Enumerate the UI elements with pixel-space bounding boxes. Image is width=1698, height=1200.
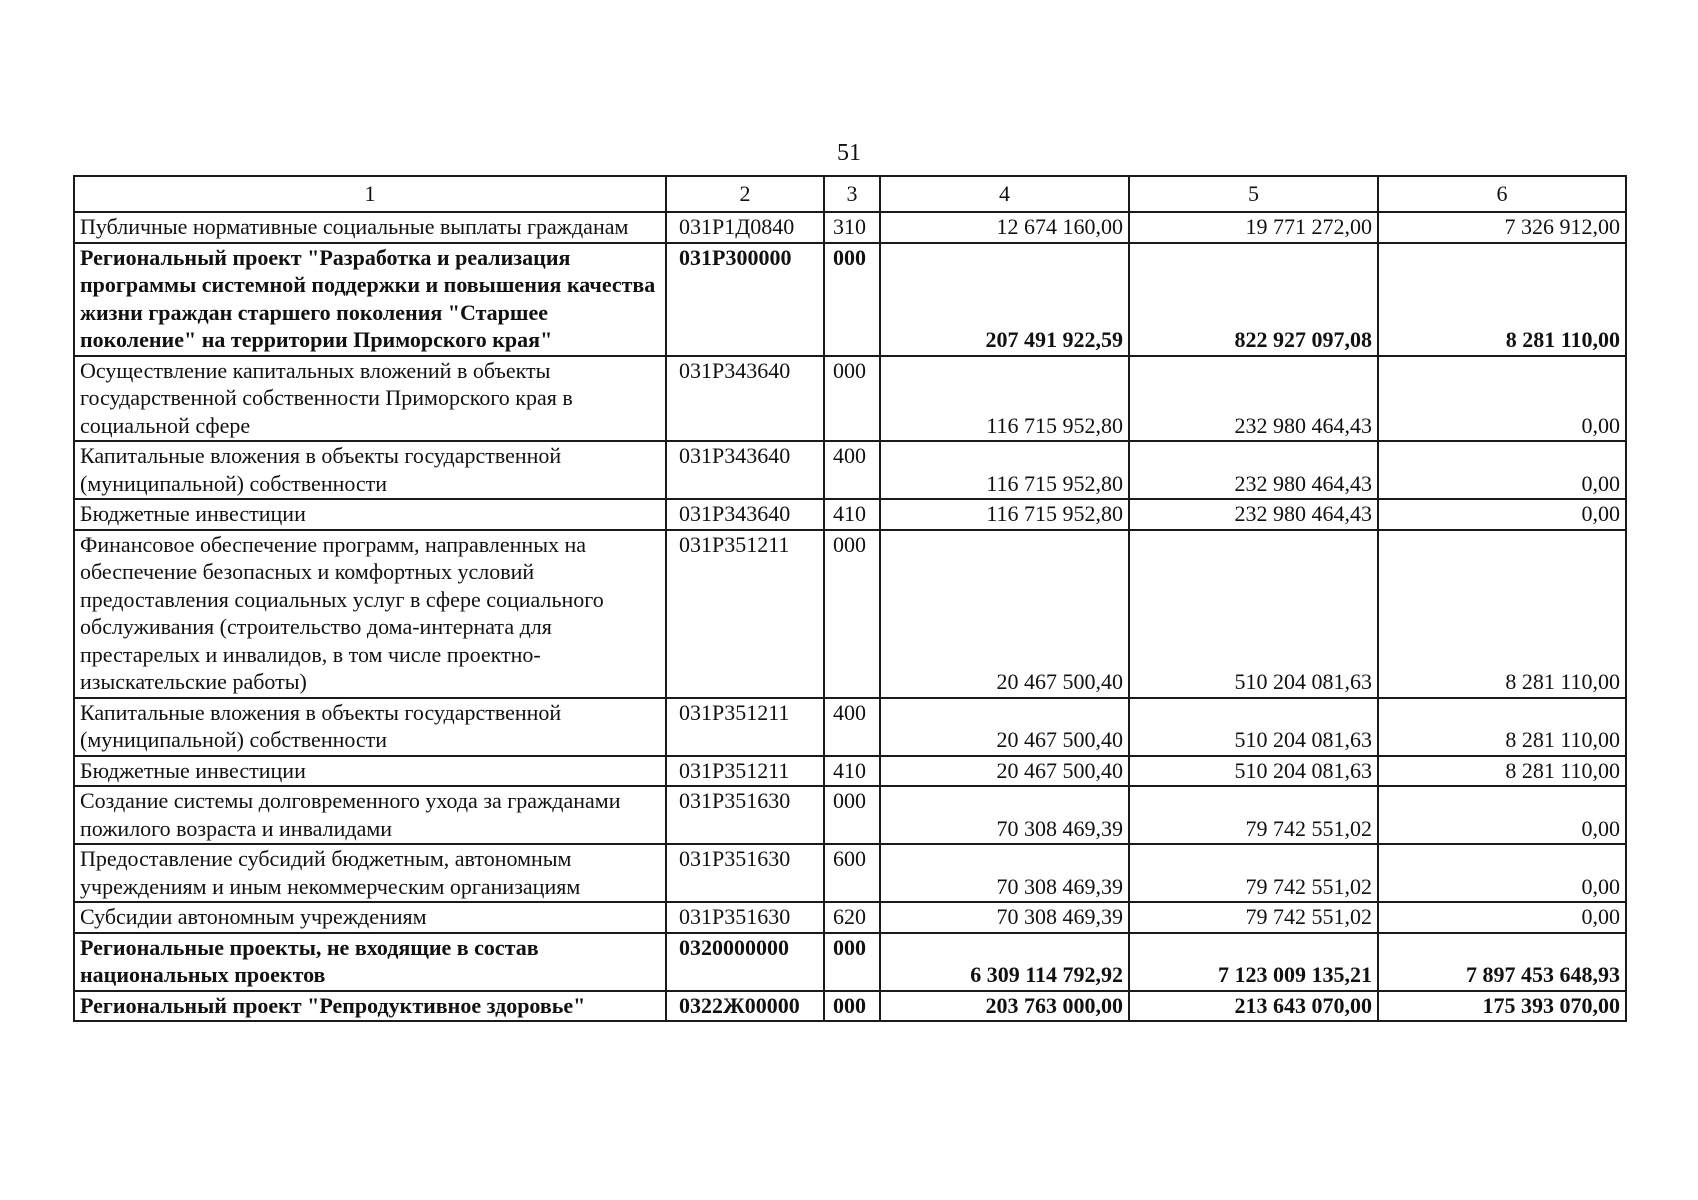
amount-col-4: 116 715 952,80 (880, 356, 1129, 442)
expense-type-code: 600 (824, 844, 880, 902)
table-row (74, 786, 1626, 844)
expense-type-code: 310 (824, 212, 880, 243)
amount-col-5: 7 123 009 135,21 (1129, 933, 1378, 991)
table-row (74, 902, 1626, 933)
table-row (74, 356, 1626, 442)
table-row (74, 698, 1626, 756)
row-description: Осуществление капитальных вложений в объекты государственной собственности Приморского края в социальной сфере (74, 356, 666, 442)
expense-type-code: 620 (824, 902, 880, 933)
table-row (74, 212, 1626, 243)
amount-col-6: 8 281 110,00 (1378, 698, 1626, 756)
amount-col-4: 70 308 469,39 (880, 902, 1129, 933)
amount-col-6: 0,00 (1378, 356, 1626, 442)
amount-col-4: 70 308 469,39 (880, 844, 1129, 902)
expense-type-code: 400 (824, 698, 880, 756)
amount-col-6: 0,00 (1378, 441, 1626, 499)
amount-col-5: 19 771 272,00 (1129, 212, 1378, 243)
amount-col-5: 79 742 551,02 (1129, 786, 1378, 844)
target-code: 031Р351211 (666, 698, 824, 756)
amount-col-5: 232 980 464,43 (1129, 441, 1378, 499)
row-description: Субсидии автономным учреждениям (74, 902, 666, 933)
expense-type-code: 000 (824, 530, 880, 698)
amount-col-6: 8 281 110,00 (1378, 756, 1626, 787)
amount-col-4: 203 763 000,00 (880, 991, 1129, 1022)
target-code: 031Р300000 (666, 243, 824, 356)
target-code: 031Р343640 (666, 441, 824, 499)
target-code: 031Р351211 (666, 756, 824, 787)
table-row (74, 499, 1626, 530)
amount-col-4: 207 491 922,59 (880, 243, 1129, 356)
amount-col-5: 510 204 081,63 (1129, 756, 1378, 787)
row-description: Капитальные вложения в объекты государственной (муниципальной) собственности (74, 441, 666, 499)
column-header: 5 (1129, 176, 1378, 212)
amount-col-4: 70 308 469,39 (880, 786, 1129, 844)
target-code: 0320000000 (666, 933, 824, 991)
amount-col-4: 12 674 160,00 (880, 212, 1129, 243)
row-description: Региональный проект "Репродуктивное здоровье" (74, 991, 666, 1022)
table-row (74, 756, 1626, 787)
amount-col-6: 7 326 912,00 (1378, 212, 1626, 243)
amount-col-6: 175 393 070,00 (1378, 991, 1626, 1022)
table-row (74, 530, 1626, 698)
target-code: 031Р343640 (666, 356, 824, 442)
amount-col-6: 0,00 (1378, 786, 1626, 844)
row-description: Предоставление субсидий бюджетным, автономным учреждениям и иным некоммерческим организациям (74, 844, 666, 902)
table-row (74, 441, 1626, 499)
amount-col-6: 8 281 110,00 (1378, 243, 1626, 356)
amount-col-6: 7 897 453 648,93 (1378, 933, 1626, 991)
expense-type-code: 000 (824, 933, 880, 991)
table-row (74, 991, 1626, 1022)
amount-col-5: 232 980 464,43 (1129, 499, 1378, 530)
amount-col-4: 116 715 952,80 (880, 441, 1129, 499)
row-description: Публичные нормативные социальные выплаты гражданам (74, 212, 666, 243)
target-code: 031Р351211 (666, 530, 824, 698)
amount-col-4: 20 467 500,40 (880, 698, 1129, 756)
amount-col-6: 0,00 (1378, 902, 1626, 933)
expense-type-code: 000 (824, 991, 880, 1022)
row-description: Финансовое обеспечение программ, направленных на обеспечение безопасных и комфортных условий предоставления социальных услуг в сфере социального обслуживания (строительство дома-интерната для престарелых и инвалидов, в том числе проектно-изыскательские работы) (74, 530, 666, 698)
expense-type-code: 410 (824, 499, 880, 530)
amount-col-6: 8 281 110,00 (1378, 530, 1626, 698)
column-header: 4 (880, 176, 1129, 212)
amount-col-5: 510 204 081,63 (1129, 530, 1378, 698)
expense-type-code: 400 (824, 441, 880, 499)
row-description: Капитальные вложения в объекты государственной (муниципальной) собственности (74, 698, 666, 756)
amount-col-6: 0,00 (1378, 499, 1626, 530)
column-header: 1 (74, 176, 666, 212)
table-row (74, 243, 1626, 356)
amount-col-4: 20 467 500,40 (880, 756, 1129, 787)
row-description: Бюджетные инвестиции (74, 499, 666, 530)
target-code: 031Р351630 (666, 902, 824, 933)
amount-col-5: 79 742 551,02 (1129, 844, 1378, 902)
target-code: 031Р351630 (666, 786, 824, 844)
amount-col-4: 20 467 500,40 (880, 530, 1129, 698)
table-row (74, 933, 1626, 991)
column-header: 2 (666, 176, 824, 212)
target-code: 031Р1Д0840 (666, 212, 824, 243)
target-code: 0322Ж00000 (666, 991, 824, 1022)
row-description: Создание системы долговременного ухода за гражданами пожилого возраста и инвалидами (74, 786, 666, 844)
page-number: 51 (837, 140, 861, 166)
target-code: 031Р343640 (666, 499, 824, 530)
amount-col-5: 79 742 551,02 (1129, 902, 1378, 933)
budget-table (73, 175, 1627, 1022)
column-header: 6 (1378, 176, 1626, 212)
row-description: Региональные проекты, не входящие в состав национальных проектов (74, 933, 666, 991)
column-header: 3 (824, 176, 880, 212)
amount-col-5: 822 927 097,08 (1129, 243, 1378, 356)
expense-type-code: 000 (824, 243, 880, 356)
expense-type-code: 000 (824, 786, 880, 844)
expense-type-code: 410 (824, 756, 880, 787)
amount-col-4: 116 715 952,80 (880, 499, 1129, 530)
expense-type-code: 000 (824, 356, 880, 442)
row-description: Региональный проект "Разработка и реализация программы системной поддержки и повышения качества жизни граждан старшего поколения "Старшее поколение" на территории Приморского края" (74, 243, 666, 356)
table-row (74, 844, 1626, 902)
amount-col-6: 0,00 (1378, 844, 1626, 902)
amount-col-5: 213 643 070,00 (1129, 991, 1378, 1022)
amount-col-5: 232 980 464,43 (1129, 356, 1378, 442)
target-code: 031Р351630 (666, 844, 824, 902)
table-header-row (74, 176, 1626, 212)
amount-col-4: 6 309 114 792,92 (880, 933, 1129, 991)
amount-col-5: 510 204 081,63 (1129, 698, 1378, 756)
row-description: Бюджетные инвестиции (74, 756, 666, 787)
